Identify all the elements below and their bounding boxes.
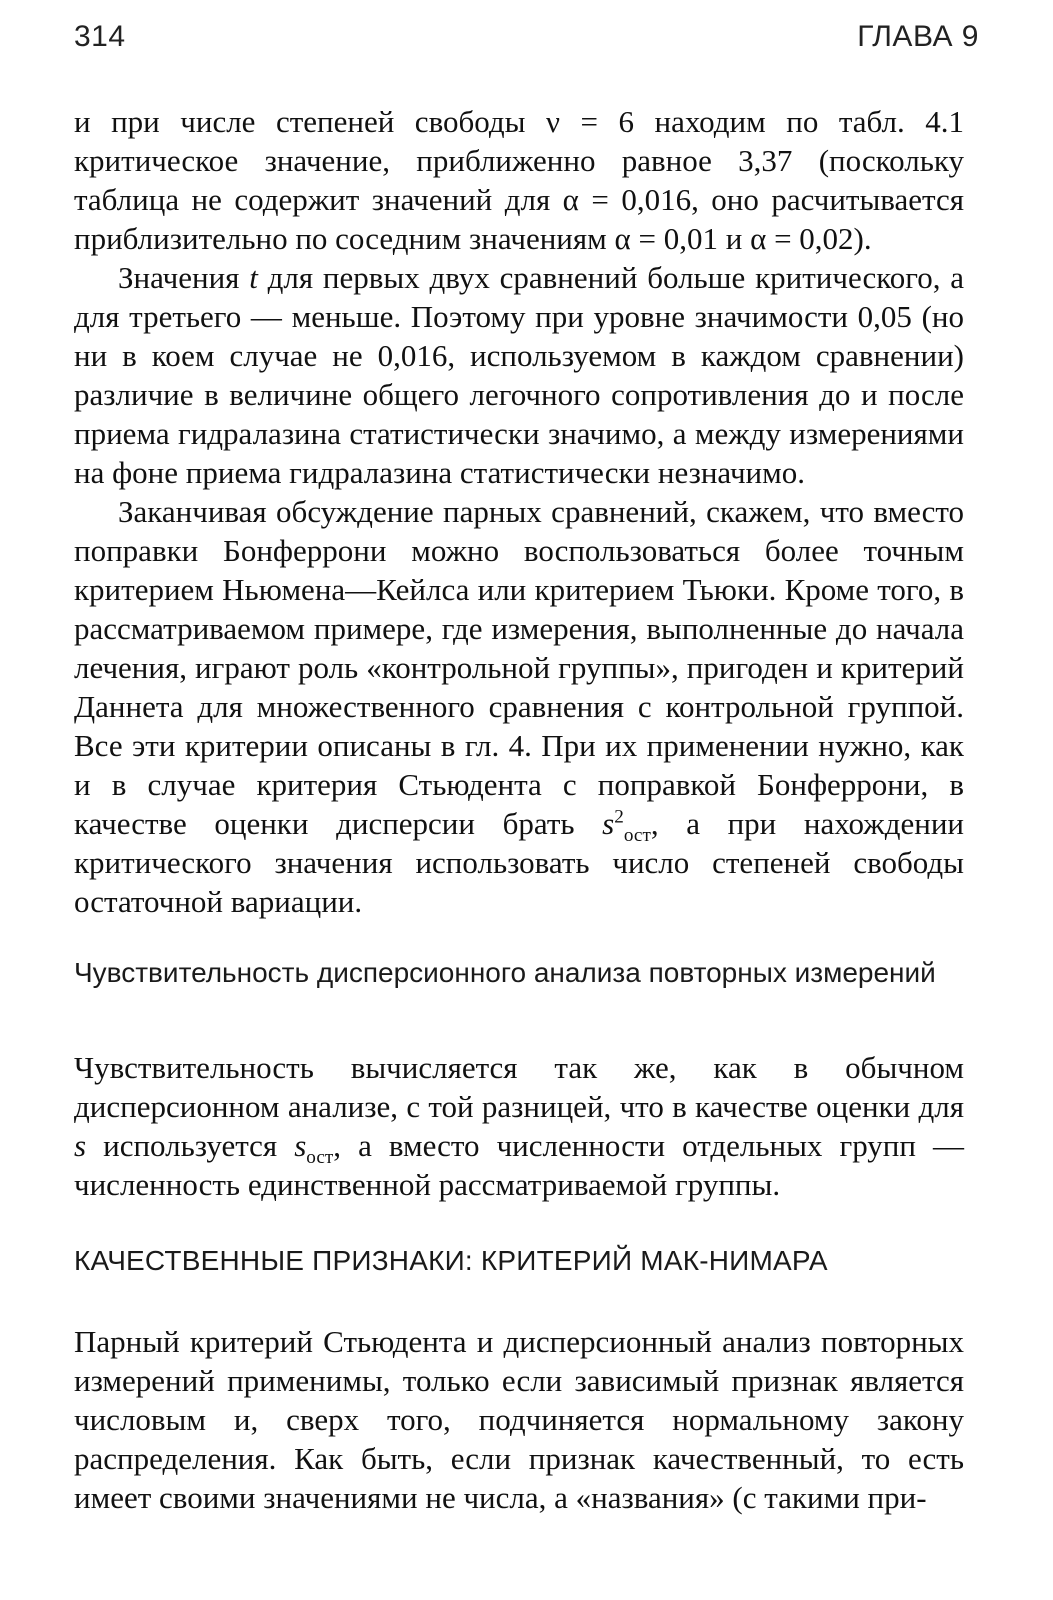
- math-symbol-s: s: [294, 1128, 307, 1163]
- text-run: , а вместо численности отдельных групп — численность единственной рассматриваемой группы.: [74, 1128, 965, 1202]
- math-superscript: 2: [614, 806, 624, 828]
- math-symbol-s: s: [74, 1128, 87, 1163]
- section-body: [74, 1322, 964, 1517]
- math-subscript: ост: [623, 825, 651, 847]
- text-run: для первых двух сравнений больше критического, а для третьего — меньше. Поэтому при уровне значимости 0,05 (но ни в коем случае не 0,016, используемом в каждом сравнении) различие в величине общего легочного сопротивления до и после приема гидралазина статистически значимо, а между измерениями на фоне приема гидралазина статистически незначимо.: [74, 260, 964, 490]
- subsection-body: [74, 1048, 964, 1204]
- math-symbol-s: s: [602, 806, 615, 841]
- paragraph-continuation: и при числе степеней свободы ν = 6 находим по табл. 4.1 критическое значение, приближенно равное 3,37 (поскольку таблица не содержит значений для α = 0,016, оно расчитывается приблизительно по соседним значениям α = 0,01 и α = 0,02).: [74, 104, 964, 256]
- text-run: используется: [86, 1128, 295, 1163]
- paragraph-sensitivity: [74, 1048, 964, 1204]
- math-symbol-t: t: [249, 260, 258, 295]
- text-run: Заканчивая обсуждение парных сравнений, скажем, что вместо поправки Бонферрони можно воспользоваться более точным критерием Ньюмена—Кейлса или критерием Тьюки. Кроме того, в рассматриваемом примере, где измерения, выполненные до начала лечения, играют роль «контрольной группы», пригоден и критерий Даннета для множественного сравнения с контрольной группой. Все эти критерии описаны в гл. 4. При их применении нужно, как и в случае критерия Стьюдента с поправкой Бонферрони, в качестве оценки дисперсии брать: [74, 494, 964, 841]
- paragraph-pairwise-comparisons: [74, 492, 964, 921]
- paragraph-mcnemar-intro: Парный критерий Стьюдента и дисперсионный анализ повторных измерений применимы, только если зависимый признак является числовым и, сверх того, подчиняется нормальному закону распределения. Как быть, если признак качественный, то есть имеет своими значениями не числа, а «названия» (с такими при-: [74, 1324, 964, 1515]
- page-number: 314: [74, 20, 126, 53]
- text-run: , а при нахождении критического значения использовать число степеней свободы остаточной вариации.: [74, 806, 965, 919]
- running-head: [74, 20, 979, 60]
- subsection-heading: Чувствительность дисперсионного анализа повторных измерений: [74, 957, 936, 988]
- body-text-block: [74, 102, 964, 921]
- text-run: Значения: [118, 260, 250, 295]
- text-run: Чувствительность вычисляется так же, как в обычном дисперсионном анализе, с той разницей, что в качестве оценки для: [74, 1050, 964, 1124]
- paragraph-t-values: [74, 258, 964, 492]
- math-subscript: ост: [306, 1147, 334, 1169]
- section-heading: КАЧЕСТВЕННЫЕ ПРИЗНАКИ: КРИТЕРИЙ МАК-НИМАРА: [74, 1245, 828, 1276]
- chapter-title: ГЛАВА 9: [857, 20, 979, 53]
